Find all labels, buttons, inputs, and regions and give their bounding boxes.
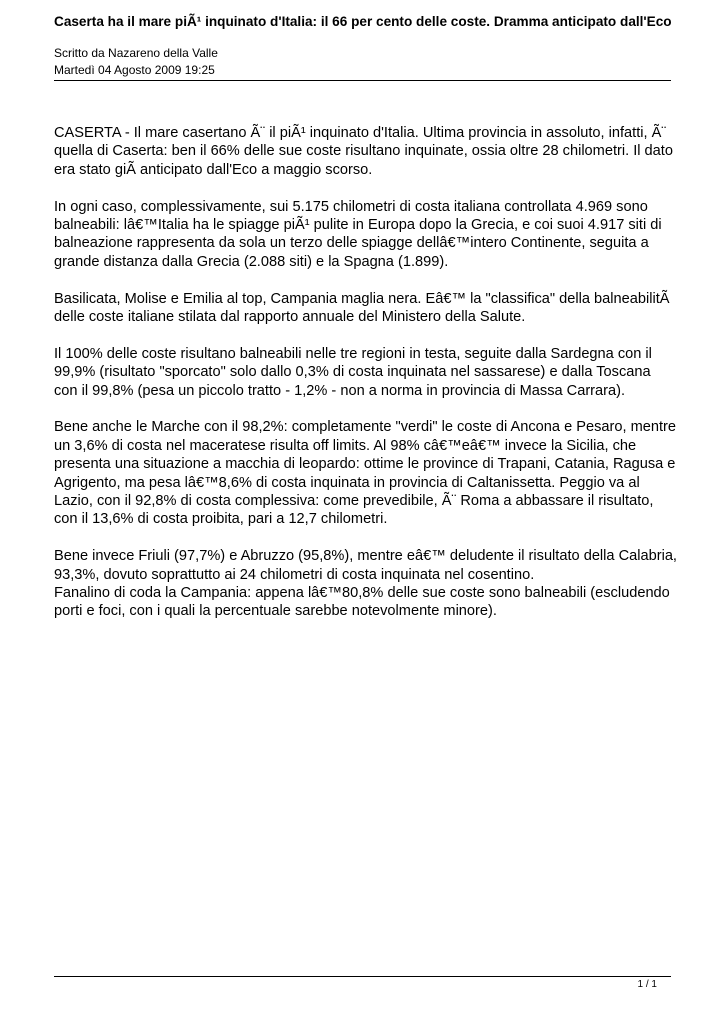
paragraph-5: Bene anche le Marche con il 98,2%: completamente "verdi" le coste di Ancona e Pesaro, mentre un 3,6% di costa nel maceratese risulta off limits. Al 98% câ€™eâ€™ invece la Sicilia, che presenta una situazione a macchia di leopardo: ottime le province di Trapani, Catania, Ragusa e Agrigento, ma pesa lâ€™8,6% di costa inquinata in provincia di Caltanissetta. Peggio va al Lazio, con il 92,8% di costa complessiva: come prevedibile, Ã¨ Roma a abbassare il risultato, con il 13,6% di costa proibita, pari a 12,7 chilometri. xyxy=(54,419,677,528)
author-line: Scritto da Nazareno della Valle xyxy=(54,46,218,60)
paragraph-6: Bene invece Friuli (97,7%) e Abruzzo (95,8%), mentre eâ€™ deludente il risultato della Calabria, 93,3%, dovuto soprattutto ai 24 chilometri di costa inquinata nel cosentino. xyxy=(54,548,677,583)
article-body xyxy=(54,124,678,639)
footer-divider xyxy=(54,976,671,977)
paragraph-4: Il 100% delle coste risultano balneabili nelle tre regioni in testa, seguite dalla Sardegna con il 99,9% (risultato "sporcato" solo dallo 0,3% di costa inquinata nel sassarese) e dalla Toscana con il 99,8% (pesa un piccolo tratto - 1,2% - non a norma in provincia di Massa Carrara). xyxy=(54,345,652,399)
paragraph-1: CASERTA - Il mare casertano Ã¨ il piÃ¹ inquinato d'Italia. Ultima provincia in assoluto, infatti, Ã¨ quella di Caserta: ben il 66% delle sue coste risultano inquinate, ossia oltre 28 chilometri. Il dato era stato giÃ anticipato dall'Eco a maggio scorso. xyxy=(54,125,673,178)
article-title: Caserta ha il mare piÃ¹ inquinato d'Italia: il 66 per cento delle coste. Dramma anticipato dall'Eco xyxy=(54,14,672,29)
page-number: 1 / 1 xyxy=(637,979,657,990)
paragraph-3: Basilicata, Molise e Emilia al top, Campania maglia nera. Eâ€™ la "classifica" della balneabilitÃ delle coste italiane stilata dal rapporto annuale del Ministero della Salute. xyxy=(54,290,670,326)
paragraph-7: Fanalino di coda la Campania: appena lâ€™80,8% delle sue coste sono balneabili (escludendo porti e foci, con i quali la percentuale sarebbe notevolmente minore). xyxy=(54,585,670,620)
date-line: Martedì 04 Agosto 2009 19:25 xyxy=(54,63,215,77)
header-divider xyxy=(54,80,671,81)
article-meta xyxy=(54,45,218,79)
paragraph-2: In ogni caso, complessivamente, sui 5.175 chilometri di costa italiana controllata 4.969 sono balneabili: lâ€™Italia ha le spiagge piÃ¹ pulite in Europa dopo la Grecia, e coi suoi 4.917 siti di balneazione rappresenta da sola un terzo delle spiagge dellâ€™intero Continente, seguita a grande distanza dalla Grecia (2.088 siti) e la Spagna (1.899). xyxy=(54,198,662,270)
